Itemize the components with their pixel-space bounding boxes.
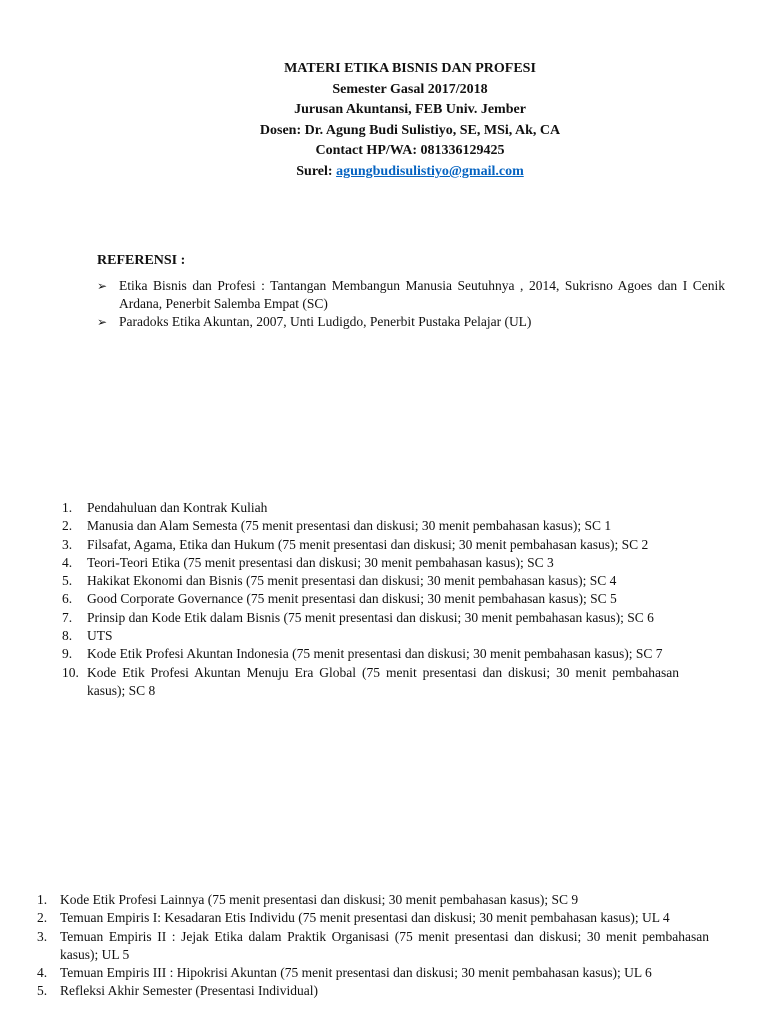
email-label: Surel:: [296, 163, 333, 179]
item-number: 3.: [37, 928, 48, 944]
item-number: 2.: [37, 910, 48, 926]
reference-item: [97, 313, 725, 331]
list-item: [37, 928, 709, 965]
lecturer: Dosen: Dr. Agung Budi Sulistiyo, SE, MSi, Ak, CA: [259, 122, 561, 138]
item-number: 5.: [37, 983, 48, 999]
item-number: 3.: [62, 536, 73, 552]
list-item: [62, 590, 679, 608]
list-item: [62, 536, 679, 554]
item-text: Refleksi Akhir Semester (Presentasi Individual): [60, 983, 318, 999]
list-item: [62, 517, 679, 535]
list-item: [37, 964, 709, 982]
reference-item: [97, 277, 725, 313]
topic-list-first: [62, 499, 679, 700]
item-text: Teori-Teori Etika (75 menit presentasi dan diskusi; 30 menit pembahasan kasus); SC 3: [87, 554, 554, 570]
item-text: Good Corporate Governance (75 menit presentasi dan diskusi; 30 menit pembahasan kasus); SC 5: [87, 591, 617, 607]
document-header: [0, 59, 768, 183]
item-number: 7.: [62, 609, 73, 625]
contact: Contact HP/WA: 081336129425: [315, 143, 505, 159]
item-number: 4.: [37, 965, 48, 981]
item-number: 8.: [62, 628, 73, 644]
item-number: 2.: [62, 518, 73, 534]
item-text: Manusia dan Alam Semesta (75 menit presentasi dan diskusi; 30 menit pembahasan kasus); SC 1: [87, 518, 612, 534]
item-number: 9.: [62, 646, 73, 662]
department: Jurusan Akuntansi, FEB Univ. Jember: [294, 102, 526, 118]
item-text: Kode Etik Profesi Akuntan Menuju Era Global (75 menit presentasi dan diskusi; 30 menit pembahasan kasus); SC 8: [87, 664, 679, 698]
list-item: [62, 572, 679, 590]
item-text: Prinsip dan Kode Etik dalam Bisnis (75 menit presentasi dan diskusi; 30 menit pembahasan kasus); SC 6: [87, 609, 654, 625]
item-number: 1.: [37, 892, 48, 907]
list-item: [62, 645, 679, 663]
item-number: 4.: [62, 554, 73, 570]
item-text: Kode Etik Profesi Akuntan Indonesia (75 menit presentasi dan diskusi; 30 menit pembahasan kasus); SC 7: [87, 646, 663, 662]
reference-text: Etika Bisnis dan Profesi : Tantangan Membangun Manusia Seutuhnya , 2014, Sukrisno Agoes dan I Cenik Ardana, Penerbit Salemba Empat (SC): [119, 278, 725, 311]
email-link[interactable]: agungbudisulistiyo@gmail.com: [336, 163, 524, 179]
course-title: MATERI ETIKA BISNIS DAN PROFESI: [284, 61, 536, 76]
topic-list-second: [37, 891, 709, 1001]
semester: Semester Gasal 2017/2018: [332, 81, 488, 97]
list-item: [62, 664, 679, 701]
item-text: Pendahuluan dan Kontrak Kuliah: [87, 500, 268, 515]
item-number: 6.: [62, 591, 73, 607]
list-item: [37, 982, 709, 1000]
references-list: [97, 277, 725, 331]
arrow-bullet-icon: ➢: [97, 315, 108, 329]
email-line: [0, 162, 768, 183]
list-item: [62, 554, 679, 572]
list-item: [37, 891, 709, 909]
item-text: Temuan Empiris I: Kesadaran Etis Individu (75 menit presentasi dan diskusi; 30 menit pembahasan kasus); UL 4: [60, 910, 670, 926]
item-text: Temuan Empiris II : Jejak Etika dalam Praktik Organisasi (75 menit presentasi dan diskusi; 30 menit pembahasan kasus); UL 5: [60, 928, 709, 962]
list-item: [37, 909, 709, 927]
item-number: 5.: [62, 573, 73, 589]
item-number: 10.: [62, 664, 79, 680]
item-text: Kode Etik Profesi Lainnya (75 menit presentasi dan diskusi; 30 menit pembahasan kasus); SC 9: [60, 892, 579, 907]
list-item: [62, 627, 679, 645]
item-number: 1.: [62, 500, 73, 515]
item-text: UTS: [87, 628, 113, 644]
arrow-bullet-icon: ➢: [97, 279, 108, 293]
item-text: Temuan Empiris III : Hipokrisi Akuntan (75 menit presentasi dan diskusi; 30 menit pembahasan kasus); UL 6: [60, 965, 652, 981]
item-text: Hakikat Ekonomi dan Bisnis (75 menit presentasi dan diskusi; 30 menit pembahasan kasus); SC 4: [87, 573, 617, 589]
references-title: REFERENSI :: [97, 253, 186, 268]
list-item: [62, 499, 679, 517]
list-item: [62, 609, 679, 627]
reference-text: Paradoks Etika Akuntan, 2007, Unti Ludigdo, Penerbit Pustaka Pelajar (UL): [119, 314, 532, 329]
item-text: Filsafat, Agama, Etika dan Hukum (75 menit presentasi dan diskusi; 30 menit pembahasan kasus); SC 2: [87, 536, 649, 552]
